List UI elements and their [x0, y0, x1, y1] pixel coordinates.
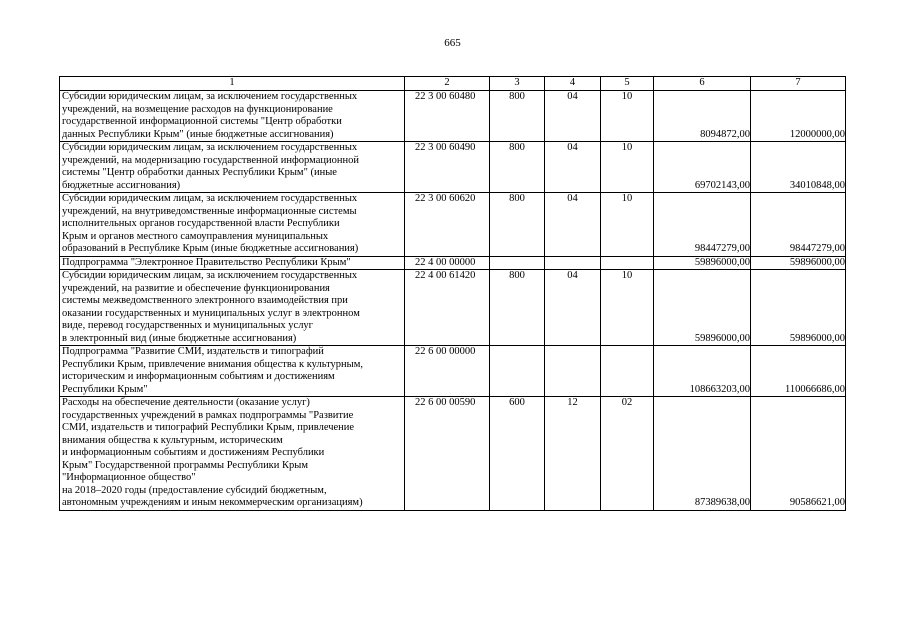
description-line: Крым" Государственной программы Республики Крым: [62, 459, 308, 471]
amount-value: 108663203,00: [689, 383, 750, 395]
description-line: государственных учреждений в рамках подпрограммы "Развитие: [62, 409, 354, 421]
column-header: 2: [405, 77, 490, 91]
amount-value: 59896000,00: [789, 332, 845, 344]
description-line: Субсидии юридическим лицам, за исключением государственных: [62, 193, 358, 204]
section-code: 12: [545, 397, 601, 511]
description-line: внимания общества к культурным, историческим: [62, 434, 283, 446]
description-line: учреждений, на внутриведомственные информационные системы: [62, 205, 357, 217]
target-article-code: 22 3 00 60480: [405, 91, 490, 142]
amount-cell: [654, 193, 751, 257]
amount-value: 69702143,00: [694, 179, 750, 191]
amount-cell: [751, 193, 846, 257]
amount-value: 98447279,00: [694, 243, 750, 254]
amount-value: 110066686,00: [785, 383, 845, 395]
description-line: данных Республики Крым" (иные бюджетные ассигнования): [62, 128, 334, 140]
expense-type-code: [490, 256, 545, 270]
expense-type-code: 800: [490, 142, 545, 193]
section-code: 04: [545, 91, 601, 142]
amount-cell: [751, 91, 846, 142]
row-description: [60, 142, 405, 193]
description-line: учреждений, на возмещение расходов на функционирование: [62, 103, 333, 115]
description-line: Субсидии юридическим лицам, за исключением государственных: [62, 142, 358, 153]
section-code: [545, 256, 601, 270]
amount-value: 59896000,00: [694, 256, 750, 268]
description-line: Расходы на обеспечение деятельности (оказание услуг): [62, 397, 310, 408]
expense-type-code: 600: [490, 397, 545, 511]
amount-value: 59896000,00: [789, 256, 845, 268]
target-article-code: 22 4 00 61420: [405, 270, 490, 346]
expense-type-code: [490, 346, 545, 397]
target-article-code: 22 3 00 60490: [405, 142, 490, 193]
row-description: [60, 346, 405, 397]
column-header: 4: [545, 77, 601, 91]
amount-cell: [654, 346, 751, 397]
amount-cell: [654, 91, 751, 142]
budget-table: [59, 76, 846, 511]
column-header: 5: [601, 77, 654, 91]
expense-type-code: 800: [490, 91, 545, 142]
subsection-code: 10: [601, 193, 654, 257]
expense-type-code: 800: [490, 193, 545, 257]
table-row: [60, 270, 846, 346]
amount-value: 34010848,00: [789, 179, 845, 191]
table-row: [60, 193, 846, 257]
target-article-code: 22 4 00 00000: [405, 256, 490, 270]
description-line: и информационным событиям и достижениям Республики: [62, 447, 325, 458]
description-line: исполнительных органов государственной власти Республики: [62, 218, 340, 229]
row-description: [60, 397, 405, 511]
amount-cell: [751, 270, 846, 346]
amount-cell: [654, 142, 751, 193]
description-line: Крым и органов местного самоуправления муниципальных: [62, 230, 329, 242]
description-line: образований в Республике Крым (иные бюджетные ассигнования): [62, 243, 359, 254]
table-row: [60, 91, 846, 142]
description-line: Республики Крым": [62, 383, 148, 395]
description-line: учреждений, на развитие и обеспечение функционирования: [62, 282, 330, 294]
description-line: автономным учреждениям и иным некоммерческим организациям): [62, 497, 363, 508]
target-article-code: 22 6 00 00590: [405, 397, 490, 511]
description-line: историческим и информационным событиям и достижениям: [62, 371, 335, 382]
row-description: [60, 193, 405, 257]
subsection-code: [601, 346, 654, 397]
description-line: Субсидии юридическим лицам, за исключением государственных: [62, 270, 358, 281]
amount-cell: [751, 397, 846, 511]
description-line: в электронный вид (иные бюджетные ассигнования): [62, 332, 297, 344]
description-line: Подпрограмма "Развитие СМИ, издательств и типографий: [62, 346, 324, 357]
description-line: на 2018–2020 годы (предоставление субсидий бюджетным,: [62, 484, 327, 496]
description-line: системы межведомственного электронного взаимодействия при: [62, 295, 348, 306]
amount-value: 12000000,00: [789, 128, 845, 140]
table-row: [60, 397, 846, 511]
amount-cell: [654, 270, 751, 346]
amount-value: 90586621,00: [789, 497, 845, 508]
expense-type-code: 800: [490, 270, 545, 346]
description-line: государственной информационной системы "Центр обработки: [62, 116, 342, 127]
description-line: учреждений, на модернизацию государственной информационной: [62, 154, 359, 166]
table-row: [60, 256, 846, 270]
section-code: 04: [545, 142, 601, 193]
row-description: [60, 256, 405, 270]
target-article-code: 22 6 00 00000: [405, 346, 490, 397]
description-line: виде, перевод государственных и муниципальных услуг: [62, 320, 313, 331]
description-line: бюджетные ассигнования): [62, 179, 181, 191]
table-row: [60, 142, 846, 193]
amount-cell: [751, 142, 846, 193]
table-row: [60, 346, 846, 397]
page-number: 665: [444, 37, 461, 49]
amount-value: 87389638,00: [694, 497, 750, 508]
header-row: [60, 77, 846, 91]
subsection-code: 10: [601, 142, 654, 193]
amount-cell: [751, 256, 846, 270]
row-description: [60, 91, 405, 142]
subsection-code: 10: [601, 91, 654, 142]
subsection-code: 02: [601, 397, 654, 511]
subsection-code: [601, 256, 654, 270]
column-header: 7: [751, 77, 846, 91]
column-header: 3: [490, 77, 545, 91]
subsection-code: 10: [601, 270, 654, 346]
amount-value: 59896000,00: [694, 332, 750, 344]
section-code: [545, 346, 601, 397]
description-line: Республики Крым, привлечение внимания общества к культурным,: [62, 358, 363, 370]
description-line: Подпрограмма "Электронное Правительство Республики Крым": [62, 256, 351, 268]
column-header: 1: [60, 77, 405, 91]
amount-cell: [654, 397, 751, 511]
description-line: Субсидии юридическим лицам, за исключением государственных: [62, 91, 358, 102]
amount-cell: [654, 256, 751, 270]
row-description: [60, 270, 405, 346]
amount-cell: [751, 346, 846, 397]
description-line: "Информационное общество": [62, 472, 196, 483]
section-code: 04: [545, 270, 601, 346]
description-line: СМИ, издательств и типографий Республики Крым, привлечение: [62, 422, 355, 433]
target-article-code: 22 3 00 60620: [405, 193, 490, 257]
description-line: оказании государственных и муниципальных услуг в электронном: [62, 307, 360, 319]
description-line: системы "Центр обработки данных Республики Крым" (иные: [62, 167, 337, 178]
amount-value: 98447279,00: [789, 243, 845, 254]
section-code: 04: [545, 193, 601, 257]
amount-value: 8094872,00: [700, 128, 750, 140]
column-header: 6: [654, 77, 751, 91]
